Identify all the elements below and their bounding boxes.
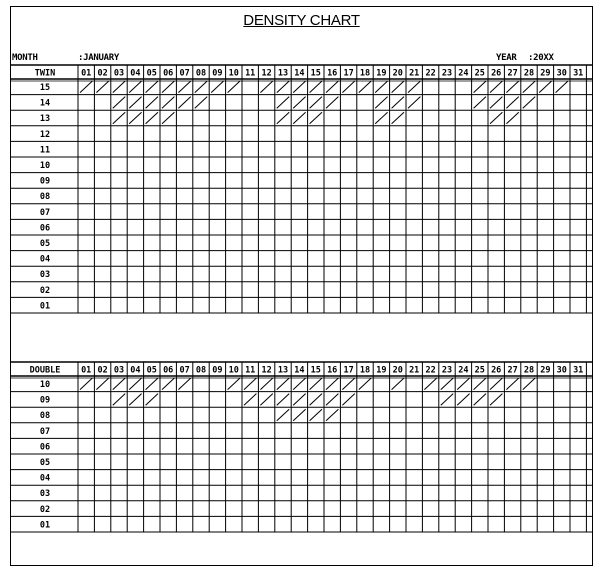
- twin-booked-mark-15-day-3: [113, 81, 125, 93]
- twin-day-label-14: 14: [294, 68, 305, 79]
- double-booked-mark-09-day-13: [277, 394, 289, 406]
- double-row-label-10: 10: [39, 380, 51, 390]
- double-booked-mark-10-day-5: [146, 378, 158, 390]
- twin-day-label-15: 15: [310, 68, 321, 79]
- double-booked-mark-09-day-17: [342, 394, 354, 406]
- double-day-label-05: 05: [146, 365, 157, 376]
- double-booked-mark-10-day-7: [178, 378, 190, 390]
- twin-booked-mark-15-day-12: [260, 81, 272, 93]
- double-day-label-03: 03: [113, 365, 125, 376]
- twin-booked-mark-14-day-27: [506, 97, 518, 109]
- twin-day-label-07: 07: [179, 68, 190, 79]
- double-day-label-31: 31: [573, 365, 584, 376]
- double-booked-mark-08-day-13: [277, 409, 289, 421]
- double-day-label-13: 13: [277, 365, 289, 376]
- twin-booked-mark-15-day-7: [178, 81, 190, 93]
- twin-section-label: TWIN: [34, 68, 56, 79]
- double-day-label-16: 16: [327, 365, 338, 376]
- double-day-label-10: 10: [228, 365, 239, 376]
- double-row-label-08: 08: [39, 411, 51, 422]
- double-section-label: DOUBLE: [29, 365, 61, 376]
- double-day-label-19: 19: [376, 365, 387, 376]
- double-day-label-06: 06: [163, 365, 174, 376]
- double-day-label-04: 04: [130, 365, 141, 376]
- double-day-label-09: 09: [212, 365, 223, 376]
- twin-row-label-15: 15: [39, 83, 51, 93]
- twin-day-label-16: 16: [327, 68, 338, 79]
- double-day-label-22: 22: [425, 365, 436, 376]
- year-value: :20XX: [528, 53, 554, 63]
- twin-day-label-31: 31: [573, 68, 584, 79]
- twin-row-label-01: 01: [39, 301, 51, 312]
- double-booked-mark-09-day-26: [490, 394, 502, 406]
- twin-booked-mark-13-day-13: [277, 112, 289, 124]
- twin-row-label-11: 11: [39, 145, 51, 156]
- twin-booked-mark-13-day-26: [490, 112, 502, 124]
- double-booked-mark-10-day-20: [392, 378, 404, 390]
- twin-booked-mark-14-day-25: [474, 97, 486, 109]
- double-day-label-11: 11: [245, 365, 256, 376]
- twin-day-label-25: 25: [474, 68, 485, 79]
- double-day-label-26: 26: [491, 365, 502, 376]
- double-booked-mark-10-day-22: [424, 378, 436, 390]
- double-row-label-01: 01: [39, 520, 51, 531]
- twin-day-label-12: 12: [261, 68, 272, 79]
- double-day-label-23: 23: [441, 365, 453, 376]
- double-booked-mark-08-day-15: [310, 409, 322, 421]
- year-label: YEAR: [496, 53, 517, 63]
- twin-booked-mark-13-day-15: [310, 112, 322, 124]
- twin-booked-mark-15-day-16: [326, 81, 338, 93]
- twin-day-label-27: 27: [507, 68, 518, 79]
- twin-booked-mark-15-day-27: [506, 81, 518, 93]
- twin-day-label-28: 28: [523, 68, 535, 79]
- twin-booked-mark-14-day-21: [408, 97, 420, 109]
- double-row-label-05: 05: [39, 458, 51, 468]
- twin-booked-mark-14-day-26: [490, 97, 502, 109]
- double-day-label-08: 08: [195, 365, 207, 376]
- double-day-label-21: 21: [409, 365, 420, 376]
- double-day-label-07: 07: [179, 365, 190, 376]
- twin-booked-mark-15-day-8: [195, 81, 207, 93]
- twin-booked-mark-15-day-2: [96, 81, 108, 93]
- twin-day-label-26: 26: [491, 68, 502, 79]
- twin-row-label-14: 14: [39, 98, 51, 109]
- twin-booked-mark-15-day-17: [342, 81, 354, 93]
- twin-day-label-13: 13: [277, 68, 289, 79]
- twin-day-label-02: 02: [97, 68, 108, 79]
- twin-booked-mark-13-day-3: [113, 112, 125, 124]
- double-booked-mark-10-day-11: [244, 378, 256, 390]
- double-day-label-14: 14: [294, 365, 305, 376]
- double-booked-mark-09-day-11: [244, 394, 256, 406]
- double-day-label-17: 17: [343, 365, 354, 376]
- twin-booked-mark-14-day-28: [523, 97, 535, 109]
- double-booked-mark-10-day-1: [80, 378, 92, 390]
- double-booked-mark-10-day-14: [293, 378, 305, 390]
- twin-booked-mark-13-day-19: [375, 112, 387, 124]
- double-day-label-15: 15: [310, 365, 321, 376]
- twin-booked-mark-13-day-5: [146, 112, 158, 124]
- double-booked-mark-10-day-15: [310, 378, 322, 390]
- double-booked-mark-09-day-15: [310, 394, 322, 406]
- month-label: MONTH: [12, 53, 38, 63]
- twin-row-label-08: 08: [39, 192, 51, 203]
- double-booked-mark-08-day-14: [293, 409, 305, 421]
- double-booked-mark-10-day-13: [277, 378, 289, 390]
- page-title: DENSITY CHART: [243, 12, 360, 29]
- twin-booked-mark-15-day-14: [293, 81, 305, 93]
- twin-row-label-02: 02: [39, 285, 51, 296]
- double-row-label-04: 04: [39, 473, 51, 484]
- double-booked-mark-10-day-24: [457, 378, 469, 390]
- double-booked-mark-09-day-14: [293, 394, 305, 406]
- twin-day-label-29: 29: [540, 68, 551, 79]
- twin-booked-mark-15-day-10: [228, 81, 240, 93]
- twin-day-label-17: 17: [343, 68, 354, 79]
- twin-booked-mark-13-day-27: [506, 112, 518, 124]
- twin-booked-mark-15-day-25: [474, 81, 486, 93]
- double-booked-mark-10-day-17: [342, 378, 354, 390]
- twin-row-label-04: 04: [39, 254, 51, 265]
- double-row-label-06: 06: [39, 442, 51, 453]
- double-day-label-25: 25: [474, 365, 485, 376]
- twin-row-label-09: 09: [39, 176, 51, 187]
- double-booked-mark-10-day-6: [162, 378, 174, 390]
- twin-day-label-24: 24: [458, 68, 469, 79]
- double-booked-mark-09-day-24: [457, 394, 469, 406]
- twin-booked-mark-15-day-1: [80, 81, 92, 93]
- twin-day-label-23: 23: [441, 68, 453, 79]
- double-booked-mark-09-day-16: [326, 394, 338, 406]
- twin-booked-mark-14-day-19: [375, 97, 387, 109]
- double-booked-mark-10-day-26: [490, 378, 502, 390]
- double-booked-mark-10-day-16: [326, 378, 338, 390]
- double-day-label-02: 02: [97, 365, 108, 376]
- twin-booked-mark-15-day-26: [490, 81, 502, 93]
- twin-booked-mark-15-day-9: [211, 81, 223, 93]
- double-day-label-18: 18: [359, 365, 371, 376]
- double-booked-mark-10-day-27: [506, 378, 518, 390]
- twin-booked-mark-14-day-14: [293, 97, 305, 109]
- twin-day-label-04: 04: [130, 68, 141, 79]
- twin-booked-mark-15-day-29: [539, 81, 551, 93]
- twin-row-label-12: 12: [39, 129, 51, 140]
- twin-booked-mark-14-day-8: [195, 97, 207, 109]
- twin-day-label-11: 11: [245, 68, 256, 79]
- double-row-label-03: 03: [39, 489, 51, 500]
- double-booked-mark-10-day-10: [228, 378, 240, 390]
- twin-row-label-05: 05: [39, 239, 51, 249]
- double-row-label-07: 07: [39, 426, 51, 437]
- twin-booked-mark-13-day-6: [162, 112, 174, 124]
- double-booked-mark-10-day-2: [96, 378, 108, 390]
- double-day-label-01: 01: [81, 365, 92, 376]
- twin-booked-mark-15-day-4: [129, 81, 141, 93]
- twin-day-label-20: 20: [392, 68, 403, 79]
- twin-booked-mark-14-day-4: [129, 97, 141, 109]
- twin-row-label-03: 03: [39, 270, 51, 281]
- twin-booked-mark-14-day-7: [178, 97, 190, 109]
- twin-booked-mark-14-day-15: [310, 97, 322, 109]
- double-booked-mark-09-day-23: [441, 394, 453, 406]
- twin-booked-mark-14-day-5: [146, 97, 158, 109]
- twin-booked-mark-13-day-20: [392, 112, 404, 124]
- twin-row-label-13: 13: [39, 114, 51, 125]
- twin-booked-mark-15-day-20: [392, 81, 404, 93]
- twin-day-label-08: 08: [195, 68, 207, 79]
- twin-day-label-05: 05: [146, 68, 157, 79]
- twin-day-label-10: 10: [228, 68, 239, 79]
- twin-row-label-06: 06: [39, 223, 51, 234]
- twin-booked-mark-15-day-19: [375, 81, 387, 93]
- twin-day-label-18: 18: [359, 68, 371, 79]
- double-booked-mark-09-day-5: [146, 394, 158, 406]
- twin-booked-mark-14-day-13: [277, 97, 289, 109]
- double-booked-mark-08-day-16: [326, 409, 338, 421]
- month-value: :JANUARY: [78, 53, 119, 63]
- twin-day-label-30: 30: [556, 68, 567, 79]
- double-booked-mark-09-day-3: [113, 394, 125, 406]
- double-row-label-09: 09: [39, 395, 51, 406]
- twin-row-label-10: 10: [39, 161, 51, 171]
- twin-day-label-19: 19: [376, 68, 387, 79]
- double-booked-mark-10-day-4: [129, 378, 141, 390]
- twin-day-label-06: 06: [163, 68, 174, 79]
- double-booked-mark-10-day-25: [474, 378, 486, 390]
- double-booked-mark-10-day-12: [260, 378, 272, 390]
- double-day-label-29: 29: [540, 365, 551, 376]
- double-day-label-20: 20: [392, 365, 403, 376]
- twin-day-label-03: 03: [113, 68, 125, 79]
- double-row-label-02: 02: [39, 504, 51, 515]
- twin-row-label-07: 07: [39, 207, 51, 218]
- twin-booked-mark-15-day-28: [523, 81, 535, 93]
- twin-booked-mark-14-day-20: [392, 97, 404, 109]
- double-day-label-12: 12: [261, 365, 272, 376]
- double-day-label-27: 27: [507, 365, 518, 376]
- twin-booked-mark-15-day-5: [146, 81, 158, 93]
- double-booked-mark-09-day-12: [260, 394, 272, 406]
- twin-booked-mark-13-day-4: [129, 112, 141, 124]
- twin-day-label-22: 22: [425, 68, 436, 79]
- twin-booked-mark-14-day-3: [113, 97, 125, 109]
- twin-booked-mark-15-day-18: [359, 81, 371, 93]
- twin-booked-mark-15-day-6: [162, 81, 174, 93]
- twin-booked-mark-15-day-21: [408, 81, 420, 93]
- twin-day-label-01: 01: [81, 68, 92, 79]
- double-day-label-28: 28: [523, 365, 535, 376]
- twin-booked-mark-14-day-16: [326, 97, 338, 109]
- double-booked-mark-10-day-18: [359, 378, 371, 390]
- double-booked-mark-10-day-28: [523, 378, 535, 390]
- twin-day-label-09: 09: [212, 68, 223, 79]
- twin-booked-mark-15-day-15: [310, 81, 322, 93]
- twin-booked-mark-15-day-13: [277, 81, 289, 93]
- double-day-label-24: 24: [458, 365, 469, 376]
- double-day-label-30: 30: [556, 365, 567, 376]
- twin-booked-mark-13-day-14: [293, 112, 305, 124]
- twin-booked-mark-14-day-6: [162, 97, 174, 109]
- double-booked-mark-09-day-4: [129, 394, 141, 406]
- double-booked-mark-09-day-25: [474, 394, 486, 406]
- twin-booked-mark-15-day-30: [556, 81, 568, 93]
- double-booked-mark-10-day-3: [113, 378, 125, 390]
- twin-day-label-21: 21: [409, 68, 420, 79]
- double-booked-mark-10-day-23: [441, 378, 453, 390]
